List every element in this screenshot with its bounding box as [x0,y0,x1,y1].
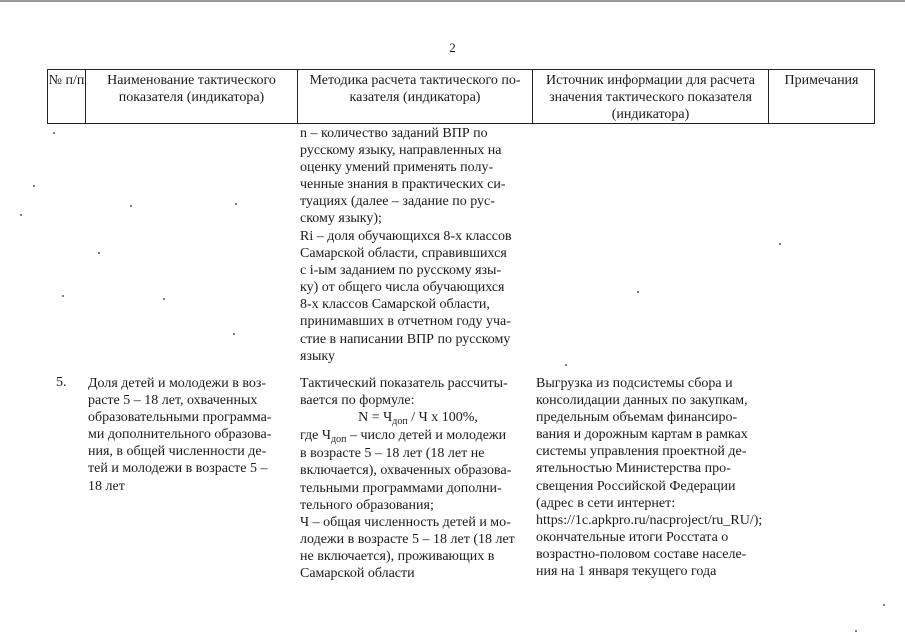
scan-speck [20,214,22,216]
text-line: с i-ым заданием по русскому язы- [300,263,502,279]
text-line: https://1c.apkpro.ru/nacproject/ru_RU/); [536,512,763,528]
where-line [300,427,528,445]
text-line: вается по формуле: [300,393,415,409]
text-line: скому языку); [300,211,382,227]
scan-speck [235,203,237,205]
text-line: системы управления проектной де- [536,444,747,460]
information-source-cell [536,375,764,580]
text-line: расте 5 – 18 лет, охваченных [88,393,258,409]
header-cell-notes: Примечания [768,69,875,124]
header-cell-information-source: Источник информации для расчета значения тактического показателя (индикатора) [532,69,768,124]
indicator-name-cell [88,375,294,495]
text-line: Самарской области, справившихся [300,246,507,262]
formula [300,409,528,427]
text-line: туациях (далее – задание по рус- [300,194,495,210]
text-line: принимавших в отчетном году уча- [300,314,511,330]
text-line: Ri – доля обучающихся 8-х классов [300,229,512,244]
scan-speck [855,630,857,632]
text-line: образовательными программа- [88,410,272,426]
text-line: ми дополнительного образова- [88,427,272,443]
text-line: Выгрузка из подсистемы сбора и [536,376,733,391]
text-line: ния на 1 января текущего года [536,564,717,580]
text-line: вания и дорожным картам в рамках [536,427,748,443]
text-line: предельным объемам финансиро- [536,410,738,426]
text-line: ченные знания в практических си- [300,177,506,193]
header-cell-calculation-method: Методика расчета тактического по- казателя (индикатора) [297,69,532,124]
scan-speck [62,295,64,297]
text-line: тельного образования; [300,497,434,513]
scan-speck [637,291,639,293]
where-text: – число детей и молодежи [346,428,507,444]
header-cell-indicator-name: Наименование тактического показателя (индикатора) [85,69,297,124]
scan-speck [779,243,781,245]
text-line: оценку умений применять полу- [300,160,494,176]
scan-speck [98,252,100,254]
text-line: n – количество заданий ВПР по [300,126,488,141]
scan-speck [53,132,55,134]
text-line: консолидации данных по закупкам, [536,393,748,409]
text-line: Самарской области [300,566,415,582]
scan-speck [883,604,885,606]
text-line: стие в написании ВПР по русскому [300,331,511,347]
scan-speck [565,364,567,366]
formula-subscript: доп [392,416,408,428]
calculation-method-cell [300,375,528,582]
text-line: Ч – общая численность детей и мо- [300,514,511,530]
page-number: 2 [449,40,456,55]
text-line: окончательные итоги Росстата о [536,529,729,545]
where-text: где Ч [300,428,331,444]
text-line: Тактический показатель рассчиты- [300,376,508,391]
scan-speck [233,333,235,335]
formula-text: N = Ч [358,410,393,426]
text-line: тельными программами дополни- [300,480,502,496]
ri-variable-definition [300,228,528,365]
text-line: ку) от общего числа обучающихся [300,280,505,296]
where-subscript: доп [330,434,347,446]
formula-text: / Ч х 100%, [407,410,478,426]
text-line: свещения Российской Федерации [536,478,736,494]
scan-speck [130,205,132,207]
text-line: ятельностью Министерства про- [536,461,731,477]
row-number: 5. [56,375,67,390]
text-line: тей и молодежи в возрасте 5 – [88,461,268,477]
text-line: 8-х классов Самарской области, [300,297,490,313]
text-line: в возрасте 5 – 18 лет (18 лет не [300,446,485,462]
text-line: не включается), проживающих в [300,548,495,564]
scan-speck [33,185,35,187]
text-line: (адрес в сети интернет: [536,495,676,511]
text-line: русскому языку, направленных на [300,143,502,159]
text-line: ния, в общей численности де- [88,444,267,460]
text-line: языку [300,348,335,364]
text-line: Доля детей и молодежи в воз- [88,376,267,391]
header-cell-number: № п/п [47,69,85,124]
text-line: 18 лет [88,478,125,494]
scan-speck [163,298,165,300]
text-line: возрастно-половом составе населе- [536,546,747,562]
text-line: включается), охваченных образова- [300,463,512,479]
scan-top-edge [0,0,905,2]
n-variable-definition [300,125,528,228]
text-line: лодежи в возрасте 5 – 18 лет (18 лет [300,531,515,547]
